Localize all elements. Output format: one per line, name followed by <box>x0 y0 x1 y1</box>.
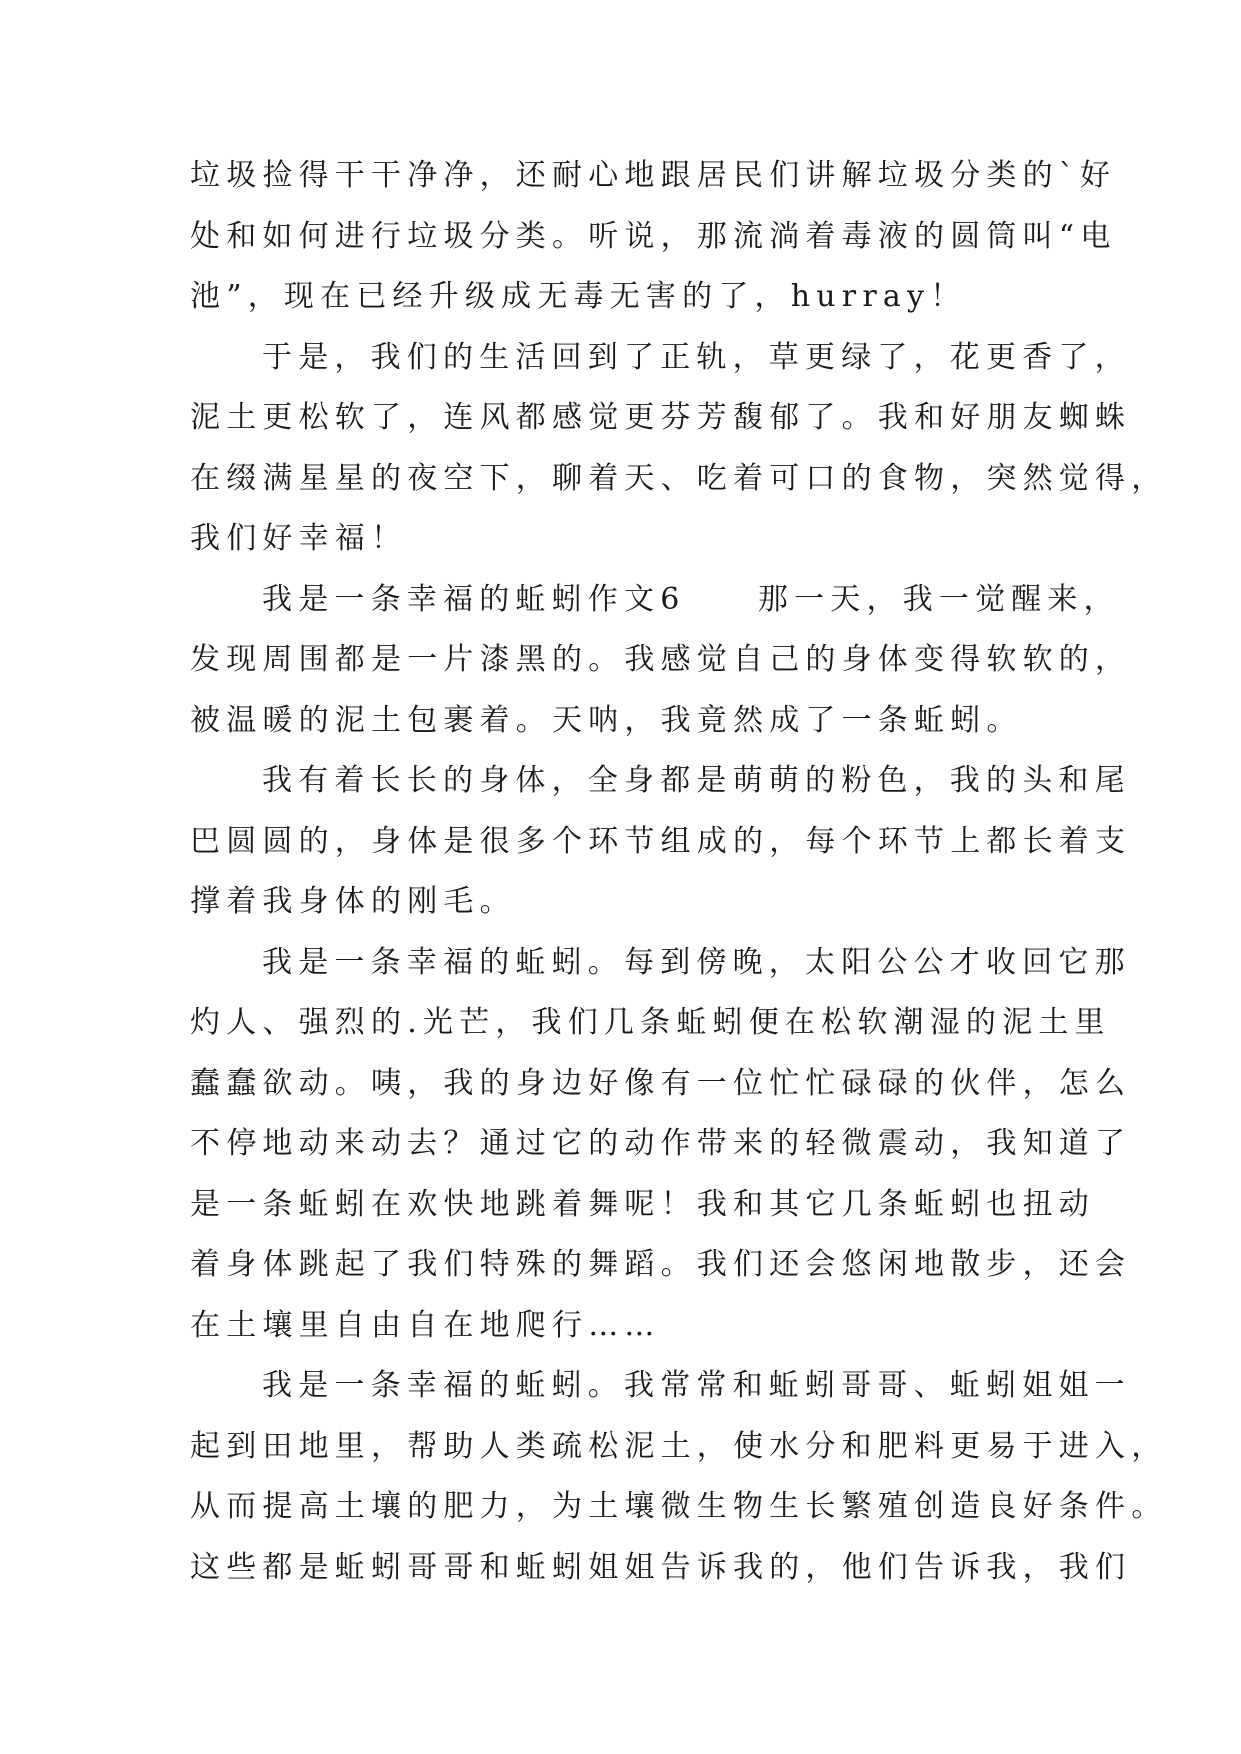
text-line: 处和如何进行垃圾分类。听说，那流淌着毒液的圆筒叫“电 <box>190 218 1117 254</box>
document-body-text <box>190 146 1168 1598</box>
text-line: 我们好幸福！ <box>190 521 408 556</box>
paragraph-first-line: 我是一条幸福的蚯蚓。我常常和蚯蚓哥哥、蚯蚓姐姐一 <box>262 1368 1131 1403</box>
paragraph-first-line: 于是，我们的生活回到了正轨，草更绿了，花更香了， <box>262 339 1131 375</box>
text-line: 起到田地里，帮助人类疏松泥土，使水分和肥料更易于进入， <box>190 1428 1168 1464</box>
text-line: 撑着我身体的刚毛。 <box>190 884 516 919</box>
text-line: 发现周围都是一片漆黑的。我感觉自己的身体变得软软的， <box>190 642 1132 677</box>
paragraph-first-line: 我有着长长的身体，全身都是萌萌的粉色，我的头和尾 <box>262 763 1131 798</box>
paragraph-first-line: 我是一条幸福的蚯蚓作文6 那一天，我一觉醒来， <box>262 581 1120 617</box>
text-line: 这些都是蚯蚓哥哥和蚯蚓姐姐告诉我的，他们告诉我，我们 <box>190 1549 1132 1585</box>
text-line: 在缀满星星的夜空下，聊着天、吃着可口的食物，突然觉得， <box>190 460 1168 496</box>
paragraph-first-line: 我是一条幸福的蚯蚓。每到傍晚，太阳公公才收回它那 <box>262 944 1131 980</box>
text-line: 在土壤里自由自在地爬行…… <box>190 1307 661 1343</box>
text-line: 池”，现在已经升级成无毒无害的了，hurray！ <box>190 279 967 314</box>
text-line: 灼人、强烈的.光芒，我们几条蚯蚓便在松软潮湿的泥土里 <box>190 1005 1111 1040</box>
text-line: 从而提高土壤的肥力，为土壤微生物生长繁殖创造良好条件。 <box>190 1489 1168 1524</box>
text-line: 被温暖的泥土包裹着。天呐，我竟然成了一条蚯蚓。 <box>190 702 1023 738</box>
text-line: 是一条蚯蚓在欢快地跳着舞呢！我和其它几条蚯蚓也扭动 <box>190 1186 1095 1222</box>
text-line: 巴圆圆的，身体是很多个环节组成的，每个环节上都长着支 <box>190 823 1132 859</box>
text-line: 垃圾捡得干干净净，还耐心地跟居民们讲解垃圾分类的`好 <box>190 158 1117 193</box>
text-line: 蠢蠢欲动。咦，我的身边好像有一位忙忙碌碌的伙伴，怎么 <box>190 1065 1132 1101</box>
text-line: 着身体跳起了我们特殊的舞蹈。我们还会悠闲地散步，还会 <box>190 1247 1132 1282</box>
text-line: 泥土更松软了，连风都感觉更芬芳馥郁了。我和好朋友蜘蛛 <box>190 400 1132 435</box>
text-line: 不停地动来动去？通过它的动作带来的轻微震动，我知道了 <box>190 1126 1132 1161</box>
